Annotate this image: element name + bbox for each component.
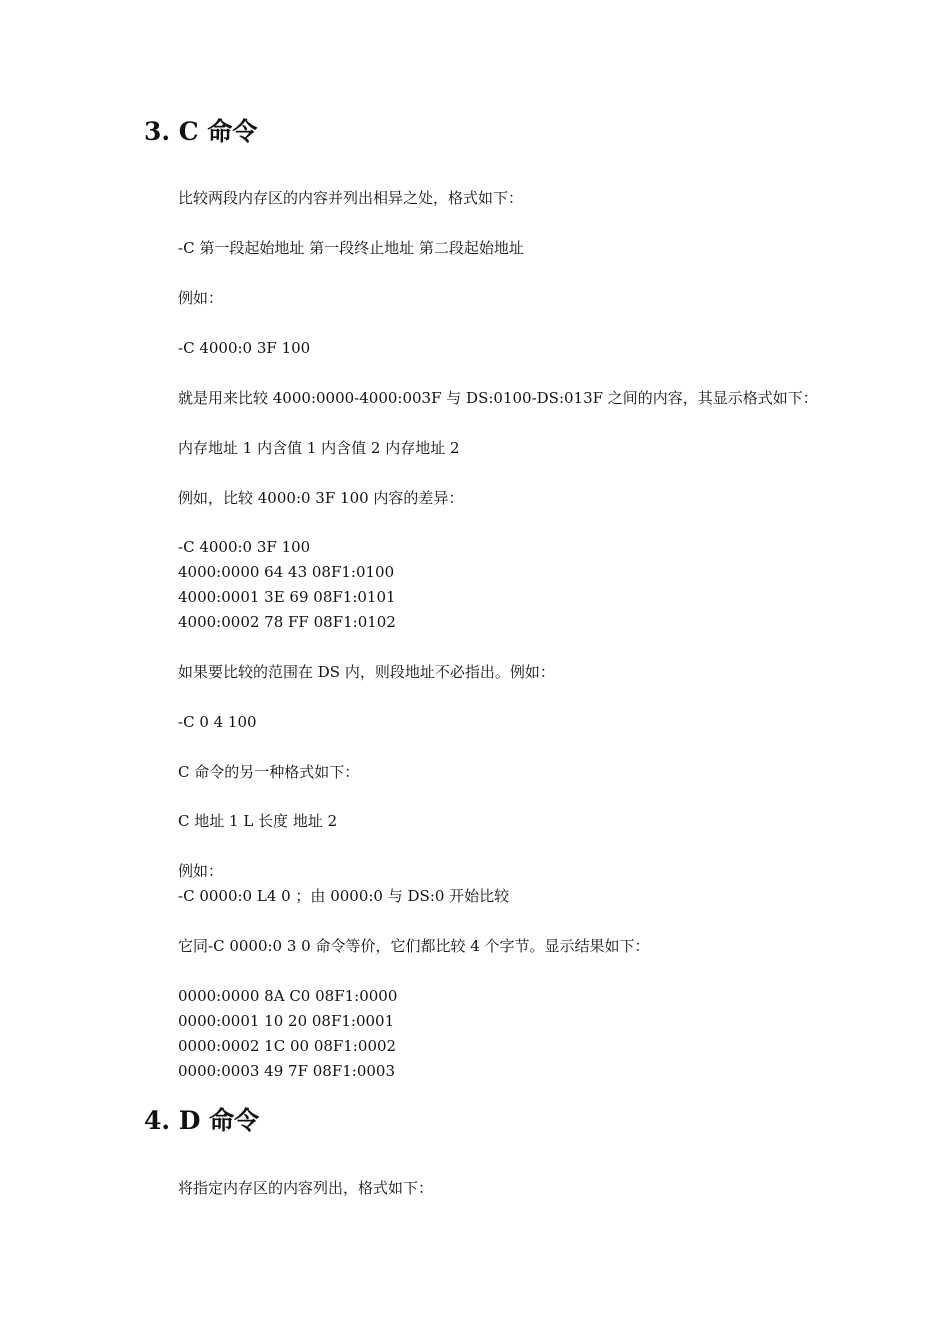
section-c-example-label: 例如： xyxy=(178,289,224,307)
section-c-output-format: 内存地址 1 内含值 1 内含值 2 内存地址 2 xyxy=(178,439,460,457)
section-c-example2-intro: 例如，比较 4000:0 3F 100 内容的差异： xyxy=(178,489,464,507)
section-c-ds-example: -C 0 4 100 xyxy=(178,713,257,731)
section-c-alt-format-intro: C 命令的另一种格式如下： xyxy=(178,763,360,781)
section-c-intro: 比较两段内存区的内容并列出相异之处，格式如下： xyxy=(178,189,524,207)
code-line: 4000:0000 64 43 08F1:0100 xyxy=(178,563,395,581)
section-d-intro: 将指定内存区的内容列出，格式如下： xyxy=(178,1179,434,1197)
section-c-example3-cmd: -C 0000:0 L4 0 ；由 0000:0 与 DS:0 开始比较 xyxy=(178,887,510,905)
code-line: 4000:0002 78 FF 08F1:0102 xyxy=(178,613,396,631)
section-d-heading: 4. D 命令 xyxy=(144,1106,260,1135)
result-line: 0000:0002 1C 00 08F1:0002 xyxy=(178,1037,397,1055)
result-line: 0000:0003 49 7F 08F1:0003 xyxy=(178,1062,396,1080)
section-c-syntax: -C 第一段起始地址 第一段终止地址 第二段起始地址 xyxy=(178,239,524,257)
section-c-equivalence-note: 它同-C 0000:0 3 0 命令等价，它们都比较 4 个字节。显示结果如下： xyxy=(178,937,650,955)
section-c-alt-syntax: C 地址 1 L 长度 地址 2 xyxy=(178,812,338,830)
code-line: -C 4000:0 3F 100 xyxy=(178,538,311,556)
section-c-explanation: 就是用来比较 4000:0000-4000:003F 与 DS:0100-DS:013F 之间的内容，其显示格式如下： xyxy=(178,389,818,407)
result-line: 0000:0001 10 20 08F1:0001 xyxy=(178,1012,395,1030)
code-line: 4000:0001 3E 69 08F1:0101 xyxy=(178,588,396,606)
section-c-ds-note: 如果要比较的范围在 DS 内，则段地址不必指出。例如： xyxy=(178,663,555,681)
section-c-example-cmd: -C 4000:0 3F 100 xyxy=(178,339,311,357)
section-c-heading: 3. C 命令 xyxy=(144,117,258,146)
result-line: 0000:0000 8A C0 08F1:0000 xyxy=(178,987,398,1005)
section-c-example3-label: 例如： xyxy=(178,862,224,880)
